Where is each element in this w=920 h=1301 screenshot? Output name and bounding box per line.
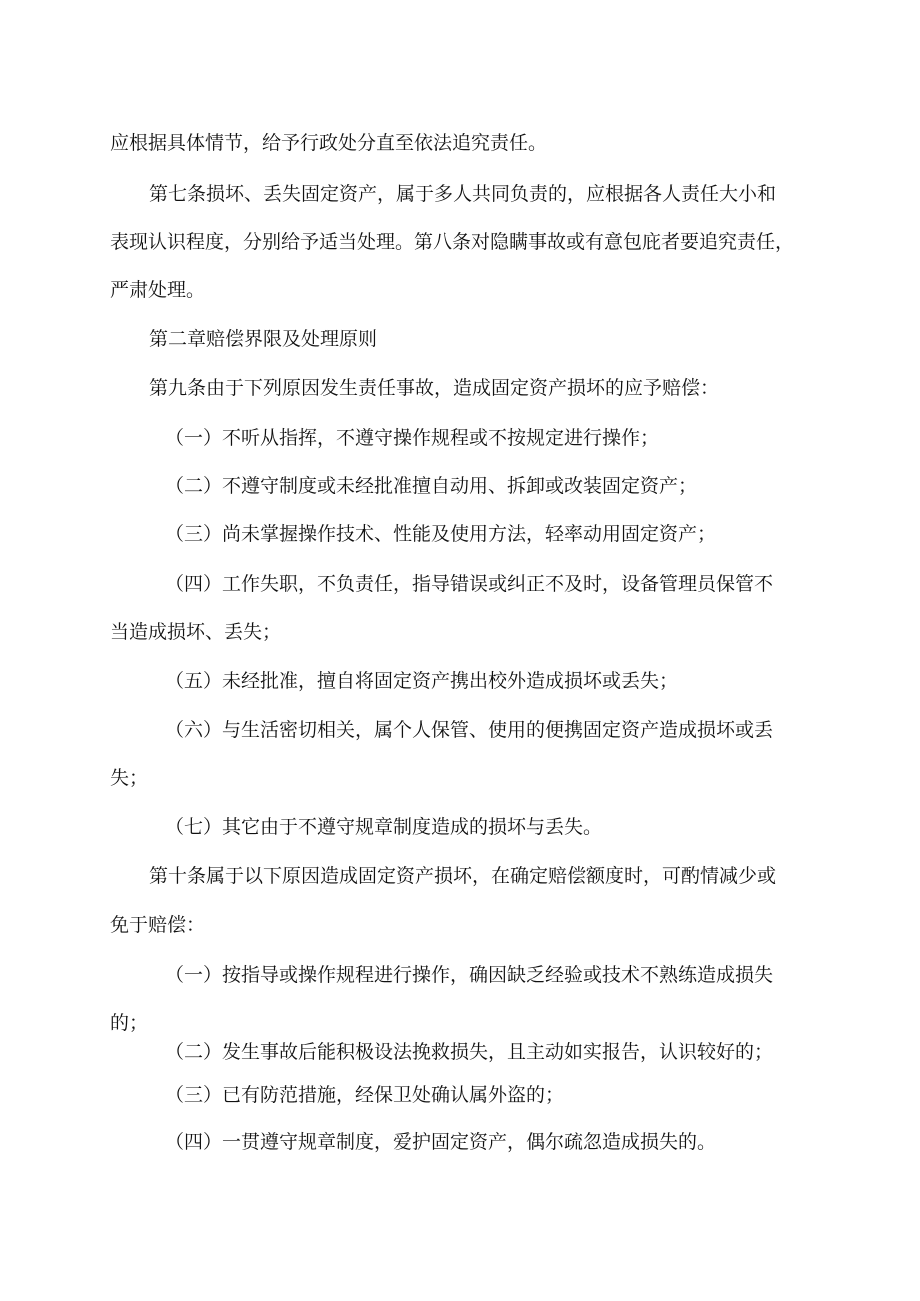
- text-line: 表现认识程度，分别给予适当处理。第八条对隐瞒事故或有意包庇者要追究责任，: [110, 231, 795, 253]
- list-item-continuation: 当造成损坏、丢失；: [110, 621, 282, 643]
- list-item: （七）其它由于不遵守规章制度造成的损坏与丢失。: [165, 816, 603, 838]
- text-line: 第七条损坏、丢失固定资产，属于多人共同负责的，应根据各人责任大小和: [149, 183, 777, 205]
- text-line: 严肃处理。: [110, 279, 206, 301]
- list-item-continuation: 失；: [110, 767, 149, 789]
- chapter-heading: 第二章赔偿界限及处理原则: [149, 328, 378, 350]
- list-item: （三）已有防范措施，经保卫处确认属外盗的；: [165, 1084, 565, 1106]
- text-line: 第九条由于下列原因发生责任事故，造成固定资产损坏的应予赔偿：: [149, 377, 720, 399]
- list-item: （三）尚未掌握操作技术、性能及使用方法，轻率动用固定资产；: [165, 523, 717, 545]
- list-item: （六）与生活密切相关，属个人保管、使用的便携固定资产造成损坏或丢: [165, 719, 774, 741]
- list-item: （四）一贯遵守规章制度，爱护固定资产，偶尔疏忽造成损失的。: [165, 1131, 717, 1153]
- list-item: （二）发生事故后能积极设法挽救损失，且主动如实报告，认识较好的；: [165, 1041, 774, 1063]
- text-line: 免于赔偿：: [110, 914, 206, 936]
- text-line: 第十条属于以下原因造成固定资产损坏，在确定赔偿额度时，可酌情减少或: [149, 865, 777, 887]
- list-item: （一）不听从指挥，不遵守操作规程或不按规定进行操作；: [165, 427, 660, 449]
- text-line: 应根据具体情节，给予行政处分直至依法追究责任。: [110, 132, 548, 154]
- list-item: （四）工作失职，不负责任，指导错误或纠正不及时，设备管理员保管不: [165, 573, 774, 595]
- list-item-continuation: 的；: [110, 1012, 149, 1034]
- list-item: （一）按指导或操作规程进行操作，确因缺乏经验或技术不熟练造成损失: [165, 964, 774, 986]
- list-item: （五）未经批准，擅自将固定资产携出校外造成损坏或丢失；: [165, 670, 679, 692]
- list-item: （二）不遵守制度或未经批准擅自动用、拆卸或改装固定资产；: [165, 475, 698, 497]
